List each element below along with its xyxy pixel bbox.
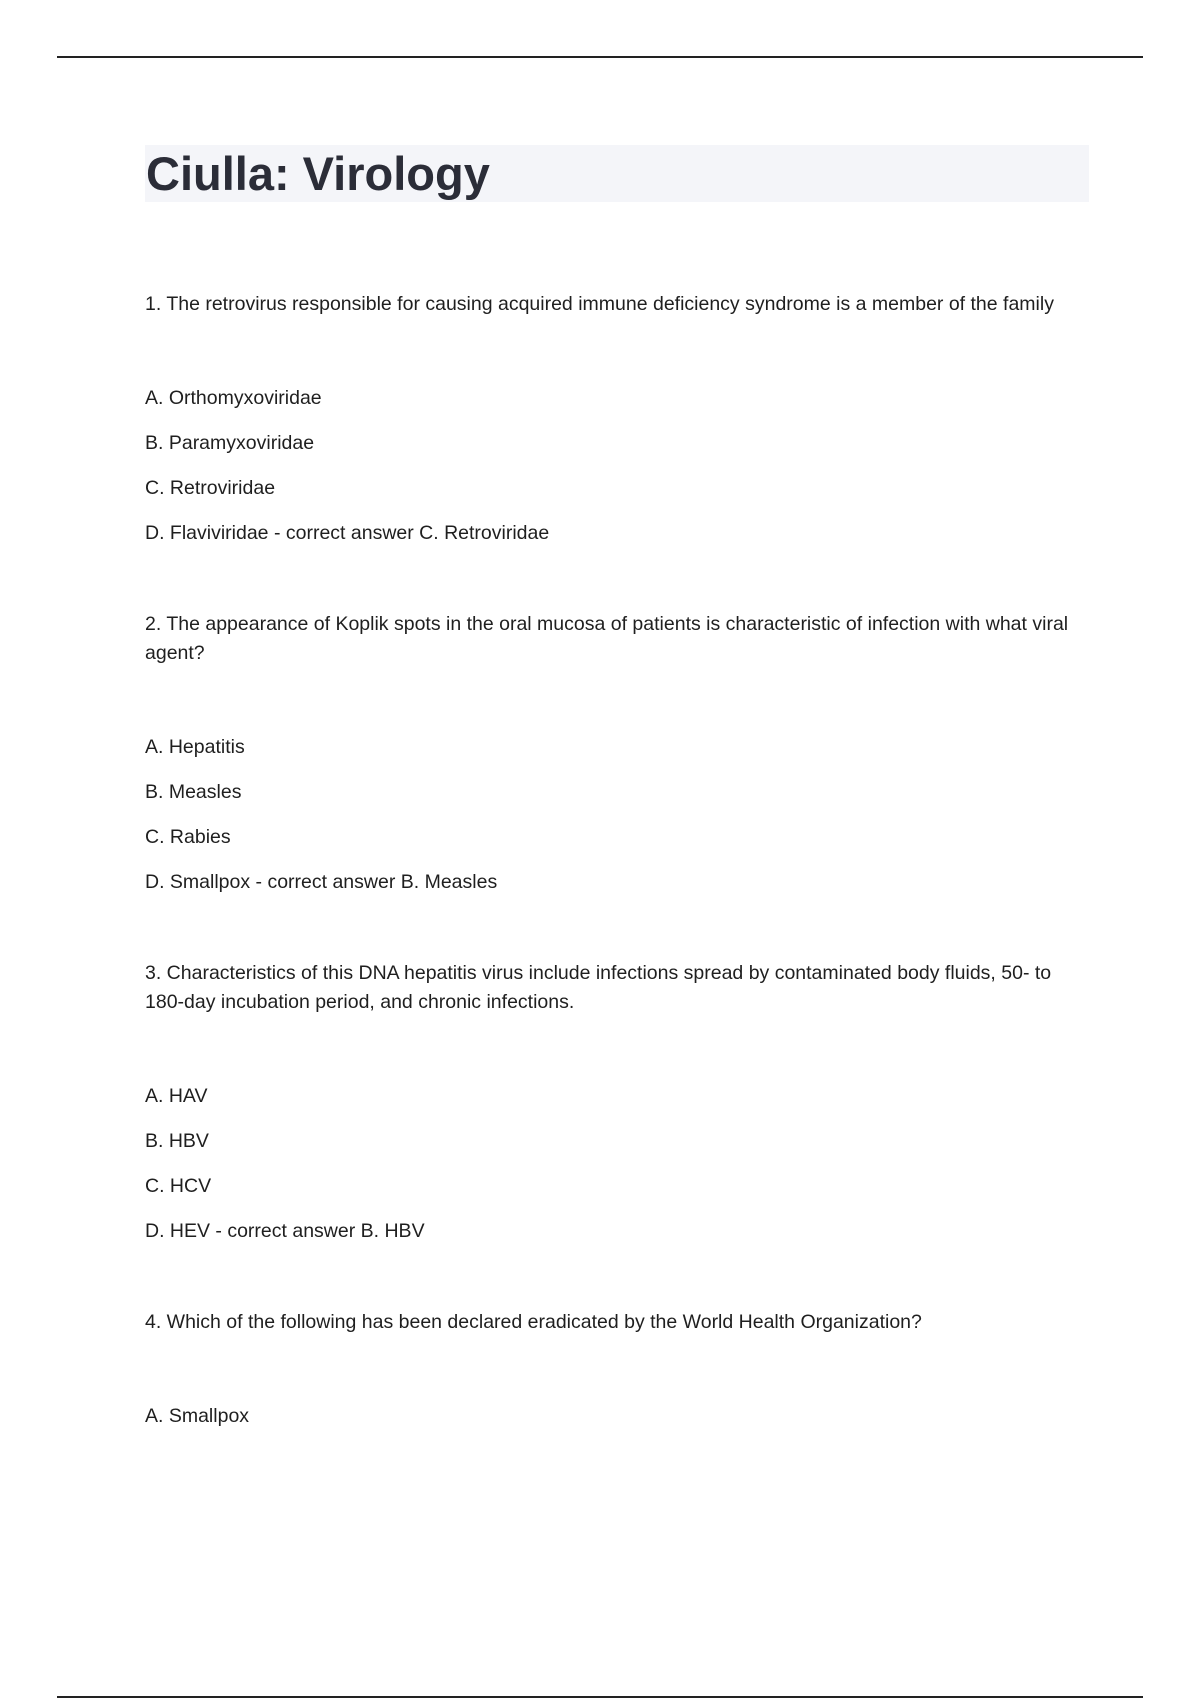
question-text: 3. Characteristics of this DNA hepatitis virus include infections spread by contaminated body fluids, 50- to 180-day incubation period, and chronic infections. (145, 962, 1052, 1013)
top-rule (57, 56, 1143, 58)
question-3 (145, 959, 1085, 1246)
question-list (145, 290, 1085, 1447)
answer-option-with-correct-answer: D. HEV - correct answer B. HBV (145, 1220, 425, 1242)
answer-option: B. Paramyxoviridae (145, 432, 315, 454)
answer-option: C. HCV (145, 1175, 212, 1197)
question-4 (145, 1308, 1085, 1431)
question-2 (145, 610, 1085, 897)
answer-option-with-correct-answer: D. Flaviviridae - correct answer C. Retroviridae (145, 522, 550, 544)
answer-option: C. Rabies (145, 826, 231, 848)
answer-option: A. Orthomyxoviridae (145, 387, 322, 409)
question-text: 1. The retrovirus responsible for causing acquired immune deficiency syndrome is a member of the family (145, 293, 1054, 315)
answer-option: A. Hepatitis (145, 736, 245, 758)
answer-option: A. HAV (145, 1085, 208, 1107)
answer-option: A. Smallpox (145, 1405, 250, 1427)
answer-option: C. Retroviridae (145, 477, 276, 499)
answer-option-with-correct-answer: D. Smallpox - correct answer B. Measles (145, 871, 498, 893)
question-text: 2. The appearance of Koplik spots in the oral mucosa of patients is characteristic of infection with what viral agent? (145, 613, 1069, 664)
answer-option: B. HBV (145, 1130, 209, 1152)
question-1 (145, 290, 1085, 548)
question-text: 4. Which of the following has been declared eradicated by the World Health Organization? (145, 1311, 922, 1333)
bottom-rule (57, 1696, 1143, 1698)
answer-option: B. Measles (145, 781, 242, 803)
page-title: Ciulla: Virology (146, 147, 490, 200)
